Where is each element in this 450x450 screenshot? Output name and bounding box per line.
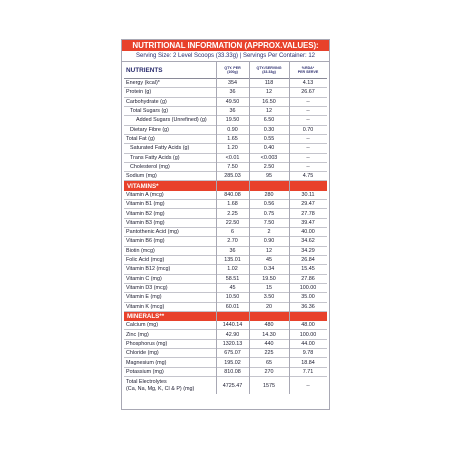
rda-percent: 29.47 xyxy=(301,201,315,208)
per-100g-header-line2: (100g) xyxy=(227,70,238,74)
column-divider xyxy=(289,62,290,394)
table-row xyxy=(124,303,327,312)
nutrient-name: Added Sugars (Unrefined) (g) xyxy=(136,117,207,124)
rda-percent: 44.00 xyxy=(301,340,315,347)
qty-per-serving: 65 xyxy=(266,359,272,366)
qty-per-100g: 22.50 xyxy=(225,219,240,226)
nutrient-name: Sodium (mg) xyxy=(126,173,157,180)
rda-percent: 35.00 xyxy=(301,294,315,301)
rda-percent: 27.78 xyxy=(301,210,315,217)
qty-per-100g: 60.01 xyxy=(225,303,240,310)
table-row xyxy=(124,284,327,293)
nutrient-name: Vitamin B1 (mg) xyxy=(126,201,165,208)
qty-per-serving: 480 xyxy=(264,322,274,329)
rda-percent: 48.00 xyxy=(301,322,315,329)
nutrient-name xyxy=(126,377,216,394)
qty-per-100g: 36 xyxy=(229,247,236,254)
nutrient-name: Vitamin E (mg) xyxy=(126,294,162,301)
rda-percent: 100.00 xyxy=(299,285,317,292)
table-row xyxy=(124,247,327,256)
table-row xyxy=(124,163,327,172)
table-row xyxy=(124,107,327,116)
qty-per-serving: 14.30 xyxy=(262,331,276,338)
table-row xyxy=(124,219,327,228)
qty-per-100g: 810.08 xyxy=(224,368,241,375)
table-row xyxy=(124,126,327,135)
rda-column-header xyxy=(289,62,327,78)
qty-per-serving: 7.50 xyxy=(263,219,275,226)
table-row xyxy=(124,191,327,200)
qty-per-serving: 1575 xyxy=(263,382,275,389)
nutrient-name: Calcium (mg) xyxy=(126,322,159,329)
rda-percent: 36.36 xyxy=(301,303,315,310)
table-row xyxy=(124,340,327,349)
rda-percent: 4.13 xyxy=(302,80,314,87)
minerals-section-header-label: MINERALS** xyxy=(127,312,165,320)
qty-per-serving: 270 xyxy=(264,368,274,375)
nutrient-name: Vitamin A (mcg) xyxy=(126,191,164,198)
nutrient-name: Total Sugars (g) xyxy=(130,108,169,115)
qty-per-100g: 1320.13 xyxy=(222,340,243,347)
qty-per-100g: 285.03 xyxy=(224,173,241,180)
qty-per-serving: 0.34 xyxy=(263,266,275,273)
table-row xyxy=(124,237,327,246)
qty-per-serving: 118 xyxy=(264,80,274,87)
qty-per-100g: 7.50 xyxy=(227,163,238,170)
nutrient-name: Chloride (mg) xyxy=(126,350,159,357)
nutrient-name: Vitamin B3 (mg) xyxy=(126,219,165,226)
rda-percent: 26.67 xyxy=(301,89,315,96)
qty-per-100g: 36 xyxy=(229,89,236,96)
rda-percent: 26.84 xyxy=(301,257,315,264)
nutrient-name: Cholesterol (mg) xyxy=(130,163,170,170)
qty-per-100g: 195.02 xyxy=(224,359,241,366)
nutrient-name: Vitamin C (mg) xyxy=(126,275,162,282)
qty-per-serving: 225 xyxy=(264,350,274,357)
qty-per-serving: 95 xyxy=(266,173,272,180)
rda-percent: 4.75 xyxy=(302,173,314,180)
serving-info: Serving Size: 2 Level Scoops (33.33g) | Servings Per Container: 12 xyxy=(122,51,329,62)
rda-percent: 34.62 xyxy=(301,238,315,245)
nutrient-name: Potassium (mg) xyxy=(126,368,164,375)
nutrient-name: Saturated Fatty Acids (g) xyxy=(130,145,190,152)
nutrient-name: Zinc (mg) xyxy=(126,331,149,338)
qty-per-100g: 49.50 xyxy=(225,98,240,105)
qty-per-serving: 0.40 xyxy=(263,145,275,152)
rda-percent: 7.71 xyxy=(302,368,314,375)
nutrient-name: Vitamin D3 (mcg) xyxy=(126,285,168,292)
table-row xyxy=(124,144,327,153)
qty-per-serving: 0.55 xyxy=(263,136,275,143)
qty-per-100g: 45 xyxy=(229,285,236,292)
table-row xyxy=(124,135,327,144)
qty-per-100g: 36 xyxy=(229,108,236,115)
qty-per-100g: <0.01 xyxy=(225,154,240,161)
table-row xyxy=(124,200,327,209)
rda-header-line2: PER SERVE xyxy=(297,70,319,74)
rda-percent: -- xyxy=(306,382,310,389)
per-serving-column-header xyxy=(249,62,289,78)
qty-per-serving: 440 xyxy=(264,340,274,347)
qty-per-serving: 19.50 xyxy=(262,275,276,282)
vitamins-section-header xyxy=(124,181,327,190)
qty-per-serving: 280 xyxy=(264,191,274,198)
rda-percent: 30.11 xyxy=(301,191,315,198)
rda-percent: 15.45 xyxy=(301,266,315,273)
qty-per-100g: 4725.47 xyxy=(222,382,243,389)
nutrient-name: Carbohydrate (g) xyxy=(126,98,167,105)
rda-percent: 18.84 xyxy=(301,359,315,366)
qty-per-serving: 16.50 xyxy=(262,98,276,105)
qty-per-serving: 15 xyxy=(266,285,272,292)
per-100g-header-line1: QTY. PER xyxy=(224,65,241,70)
qty-per-100g: 10.50 xyxy=(225,294,240,301)
rda-percent: 40.00 xyxy=(301,229,315,236)
nutrient-name: Trans Fatty Acids (g) xyxy=(130,154,180,161)
qty-per-serving: <0.003 xyxy=(260,154,278,161)
table-row xyxy=(124,330,327,339)
table-header-row xyxy=(124,62,327,79)
per-serving-header-line2: (33.33g) xyxy=(262,70,276,74)
rda-percent: -- xyxy=(306,154,310,161)
table-row xyxy=(124,358,327,367)
rda-percent: -- xyxy=(306,98,310,105)
rda-percent: 27.86 xyxy=(301,275,315,282)
qty-per-serving: 3.50 xyxy=(263,294,275,301)
table-row xyxy=(124,79,327,88)
qty-per-100g: 1440.14 xyxy=(222,322,243,329)
qty-per-100g: 675.07 xyxy=(224,350,241,357)
rda-percent: 0.70 xyxy=(302,126,314,133)
table-row-electrolytes xyxy=(124,377,327,394)
table-row xyxy=(124,275,327,284)
table-row xyxy=(124,228,327,237)
table-row xyxy=(124,154,327,163)
qty-per-100g: 2.70 xyxy=(227,238,238,245)
qty-per-serving: 45 xyxy=(266,257,272,264)
table-body xyxy=(124,79,327,394)
qty-per-100g: 6 xyxy=(231,229,234,236)
nutrient-name: Vitamin K (mcg) xyxy=(126,303,165,310)
nutrients-column-header: NUTRIENTS xyxy=(126,66,163,74)
per-serving-header-line1: QTY./SERVING xyxy=(256,65,282,70)
nutrient-name: Magnesium (mg) xyxy=(126,359,167,366)
nutrient-name: Biotin (mcg) xyxy=(126,247,155,254)
rda-percent: -- xyxy=(306,145,310,152)
table-row xyxy=(124,88,327,97)
rda-percent: -- xyxy=(306,108,310,115)
nutrient-name: Phosphorus (mg) xyxy=(126,340,168,347)
qty-per-serving: 2 xyxy=(267,229,271,236)
rda-percent: 100.00 xyxy=(299,331,317,338)
nutrient-name: Vitamin B2 (mg) xyxy=(126,210,165,217)
nutrient-name: Folic Acid (mcg) xyxy=(126,257,165,264)
qty-per-100g: 1.02 xyxy=(227,266,238,273)
rda-percent: 34.29 xyxy=(301,247,315,254)
qty-per-serving: 6.50 xyxy=(263,117,275,124)
qty-per-serving: 12 xyxy=(266,247,272,254)
qty-per-serving: 20 xyxy=(266,303,272,310)
nutrient-name: Pantothenic Acid (mg) xyxy=(126,229,179,236)
qty-per-serving: 0.90 xyxy=(263,238,275,245)
table-row xyxy=(124,172,327,181)
electrolytes-name-line1: Total Electrolytes xyxy=(126,379,167,386)
rda-percent: 39.47 xyxy=(301,219,315,226)
qty-per-100g: 1.20 xyxy=(227,145,238,152)
table-row xyxy=(124,256,327,265)
minerals-section-header xyxy=(124,312,327,321)
vitamins-section-header-label: VITAMINS* xyxy=(127,182,159,190)
qty-per-serving: 0.75 xyxy=(263,210,275,217)
nutrition-table xyxy=(124,62,327,394)
rda-header-line1: %RDA* xyxy=(301,65,315,70)
electrolytes-name-line2: (Ca, Na, Mg, K, Cl & P) (mg) xyxy=(126,385,195,392)
table-row xyxy=(124,321,327,330)
rda-percent: -- xyxy=(306,163,310,170)
qty-per-serving: 12 xyxy=(266,108,272,115)
qty-per-100g: 354 xyxy=(228,80,237,87)
nutrient-name: Energy (kcal)* xyxy=(126,80,160,87)
qty-per-serving: 0.56 xyxy=(263,201,275,208)
qty-per-100g: 0.90 xyxy=(227,126,238,133)
rda-percent: -- xyxy=(306,117,310,124)
rda-percent: 9.78 xyxy=(302,350,314,357)
qty-per-100g: 2.25 xyxy=(227,210,238,217)
table-row xyxy=(124,293,327,302)
nutrient-name: Vitamin B12 (mcg) xyxy=(126,266,171,273)
table-row xyxy=(124,116,327,125)
nutrient-name: Vitamin B6 (mg) xyxy=(126,238,165,245)
column-divider xyxy=(216,62,217,394)
nutrient-name: Total Fat (g) xyxy=(126,136,155,143)
panel-title: NUTRITIONAL INFORMATION (APPROX.VALUES): xyxy=(122,40,329,51)
qty-per-100g: 135.01 xyxy=(224,257,241,264)
qty-per-100g: 42.90 xyxy=(225,331,240,338)
qty-per-100g: 1.68 xyxy=(227,201,238,208)
nutrient-name: Dietary Fibre (g) xyxy=(130,126,169,133)
qty-per-serving: 12 xyxy=(266,89,272,96)
table-row xyxy=(124,349,327,358)
table-row xyxy=(124,209,327,218)
qty-per-100g: 58.51 xyxy=(225,275,240,282)
qty-per-100g: 1.65 xyxy=(227,136,238,143)
table-row xyxy=(124,368,327,377)
table-row xyxy=(124,265,327,274)
qty-per-100g: 840.08 xyxy=(224,191,241,198)
per-100g-column-header xyxy=(216,62,249,78)
qty-per-serving: 2.50 xyxy=(263,163,275,170)
rda-percent: -- xyxy=(306,136,310,143)
nutrition-facts-panel xyxy=(121,39,330,410)
qty-per-100g: 19.50 xyxy=(225,117,240,124)
table-row xyxy=(124,98,327,107)
column-divider xyxy=(249,62,250,394)
nutrient-name: Protein (g) xyxy=(126,89,152,96)
qty-per-serving: 0.30 xyxy=(263,126,275,133)
